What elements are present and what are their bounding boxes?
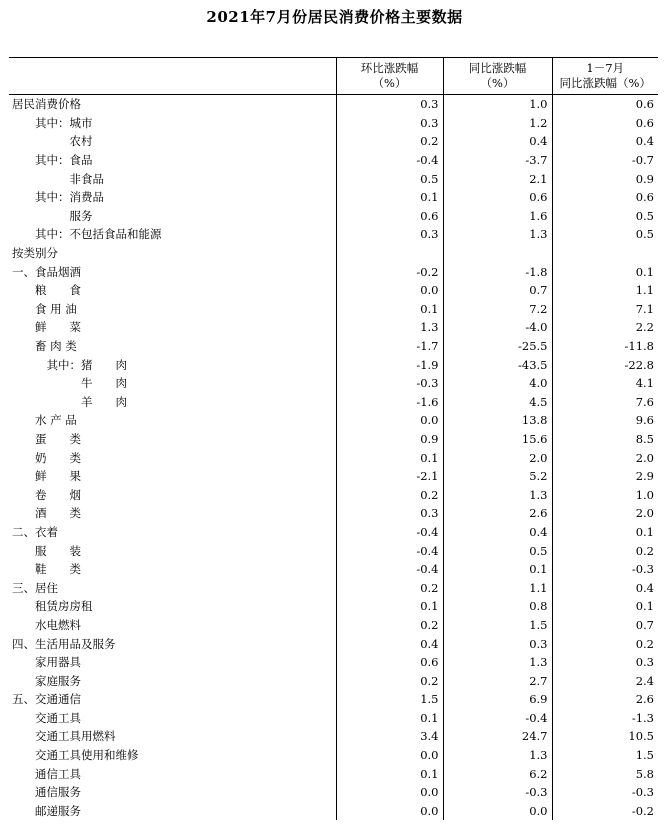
yoy-value: 1.0 (443, 95, 552, 114)
table-row (9, 281, 658, 300)
yoy-value: 4.5 (443, 393, 552, 412)
mom-value: 0.1 (336, 764, 443, 783)
row-label: 鲜 菜 (12, 320, 81, 335)
table-row (9, 485, 658, 504)
row-label: 服 装 (12, 543, 81, 558)
mom-value: 0.0 (336, 746, 443, 765)
table-row (9, 597, 658, 616)
table-row (9, 523, 658, 542)
ytd-value (552, 244, 658, 263)
mom-value: -1.6 (336, 393, 443, 412)
yoy-value: 6.9 (443, 690, 552, 709)
ytd-value: 1.5 (552, 746, 658, 765)
ytd-value: 0.5 (552, 207, 658, 226)
row-label: 粮 食 (12, 283, 81, 298)
yoy-value: 5.2 (443, 467, 552, 486)
mom-value: -0.4 (336, 523, 443, 542)
table-row (9, 225, 658, 244)
ytd-value: -22.8 (552, 355, 658, 374)
yoy-value: 0.5 (443, 541, 552, 560)
header-ytd-line2: 同比涨跌幅（%） (559, 76, 651, 90)
table-row (9, 504, 658, 523)
row-label: 其中：猪 肉 (12, 357, 127, 372)
row-label: 蛋 类 (12, 431, 81, 446)
table-body (9, 95, 658, 821)
ytd-value: 0.1 (552, 597, 658, 616)
yoy-value: 24.7 (443, 727, 552, 746)
row-label: 其中：城市 (12, 115, 93, 130)
header-item-column (9, 58, 336, 95)
mom-value: 0.1 (336, 188, 443, 207)
mom-value: 0.6 (336, 207, 443, 226)
mom-value: -2.1 (336, 467, 443, 486)
ytd-value: -0.2 (552, 802, 658, 821)
ytd-value: 2.9 (552, 467, 658, 486)
mom-value: 0.1 (336, 597, 443, 616)
page-title: 2021年7月份居民消费价格主要数据 (206, 8, 463, 26)
table-row (9, 578, 658, 597)
yoy-value: 4.0 (443, 374, 552, 393)
ytd-value: 2.6 (552, 690, 658, 709)
yoy-value: 2.0 (443, 448, 552, 467)
table-row (9, 262, 658, 281)
table-row (9, 541, 658, 560)
table-row (9, 300, 658, 319)
table-row (9, 95, 658, 114)
row-label: 羊 肉 (12, 394, 127, 409)
table-row (9, 671, 658, 690)
row-label: 其中：消费品 (12, 190, 104, 205)
row-label: 四、生活用品及服务 (12, 636, 116, 651)
row-label: 酒 类 (12, 506, 81, 521)
mom-value: 0.0 (336, 802, 443, 821)
yoy-value: 0.4 (443, 523, 552, 542)
row-label: 食 用 油 (12, 301, 77, 316)
yoy-value: 1.3 (443, 653, 552, 672)
ytd-value: 1.0 (552, 485, 658, 504)
ytd-value: -0.7 (552, 151, 658, 170)
header-mom-line2: （%） (372, 76, 407, 90)
ytd-value: 0.6 (552, 95, 658, 114)
mom-value: 0.0 (336, 411, 443, 430)
table-row (9, 337, 658, 356)
ytd-value: 0.4 (552, 578, 658, 597)
mom-value: 0.0 (336, 281, 443, 300)
mom-value: 0.2 (336, 485, 443, 504)
table-header (9, 58, 658, 95)
row-label: 鲜 果 (12, 469, 81, 484)
mom-value: 1.5 (336, 690, 443, 709)
ytd-value: 0.4 (552, 132, 658, 151)
ytd-value: 2.2 (552, 318, 658, 337)
mom-value: -1.7 (336, 337, 443, 356)
mom-value: -0.4 (336, 151, 443, 170)
table-row (9, 448, 658, 467)
mom-value: -0.3 (336, 374, 443, 393)
yoy-value: 1.3 (443, 485, 552, 504)
mom-value: -1.9 (336, 355, 443, 374)
yoy-value: -3.7 (443, 151, 552, 170)
ytd-value: 2.0 (552, 504, 658, 523)
ytd-value: 0.1 (552, 262, 658, 281)
table-row (9, 132, 658, 151)
mom-value: 3.4 (336, 727, 443, 746)
mom-value: 0.2 (336, 578, 443, 597)
row-label: 租赁房房租 (12, 599, 93, 614)
table-row (9, 616, 658, 635)
table-row (9, 355, 658, 374)
table-row (9, 393, 658, 412)
mom-value (336, 244, 443, 263)
ytd-value: 9.6 (552, 411, 658, 430)
ytd-value: 0.9 (552, 169, 658, 188)
row-label: 农村 (12, 134, 93, 149)
yoy-value: 1.6 (443, 207, 552, 226)
row-label: 按类别分 (12, 246, 58, 261)
header-yoy (443, 58, 552, 95)
table-row (9, 653, 658, 672)
yoy-value (443, 244, 552, 263)
row-label: 其中：不包括食品和能源 (12, 227, 162, 242)
yoy-value: 6.2 (443, 764, 552, 783)
ytd-value: 0.2 (552, 541, 658, 560)
row-label: 鞋 类 (12, 562, 81, 577)
mom-value: 0.2 (336, 132, 443, 151)
table-row (9, 114, 658, 133)
mom-value: 0.3 (336, 114, 443, 133)
table-row (9, 783, 658, 802)
ytd-value: -0.3 (552, 783, 658, 802)
mom-value: -0.2 (336, 262, 443, 281)
yoy-value: -4.0 (443, 318, 552, 337)
table-row (9, 560, 658, 579)
row-label: 非食品 (12, 171, 104, 186)
row-label: 其中：食品 (12, 153, 93, 168)
mom-value: -0.4 (336, 541, 443, 560)
row-label: 交通工具用燃料 (12, 729, 116, 744)
yoy-value: 0.4 (443, 132, 552, 151)
ytd-value: -1.3 (552, 709, 658, 728)
header-mom-line1: 环比涨跌幅 (360, 61, 419, 75)
row-label: 畜 肉 类 (12, 339, 77, 354)
ytd-value: 0.5 (552, 225, 658, 244)
row-label: 交通工具 (12, 710, 81, 725)
mom-value: 0.2 (336, 616, 443, 635)
table-row (9, 430, 658, 449)
mom-value: 0.2 (336, 671, 443, 690)
table-row (9, 151, 658, 170)
mom-value: 0.3 (336, 504, 443, 523)
table-row (9, 764, 658, 783)
yoy-value: 0.8 (443, 597, 552, 616)
table-row (9, 411, 658, 430)
ytd-value: 8.5 (552, 430, 658, 449)
yoy-value: 2.7 (443, 671, 552, 690)
ytd-value: 7.1 (552, 300, 658, 319)
mom-value: 0.3 (336, 225, 443, 244)
row-label: 五、交通通信 (12, 692, 81, 707)
header-mom (336, 58, 443, 95)
mom-value: 0.1 (336, 448, 443, 467)
table-row (9, 690, 658, 709)
row-label: 邮递服务 (12, 803, 81, 818)
mom-value: 0.3 (336, 95, 443, 114)
row-label: 一、食品烟酒 (12, 264, 81, 279)
row-label: 居民消费价格 (12, 97, 81, 112)
table-row (9, 634, 658, 653)
row-label: 通信工具 (12, 766, 81, 781)
yoy-value: -43.5 (443, 355, 552, 374)
ytd-value: 1.1 (552, 281, 658, 300)
row-label: 交通工具使用和维修 (12, 748, 139, 763)
ytd-value: 0.6 (552, 114, 658, 133)
row-label: 通信服务 (12, 785, 81, 800)
yoy-value: 13.8 (443, 411, 552, 430)
yoy-value: 2.6 (443, 504, 552, 523)
table-row (9, 727, 658, 746)
row-label: 牛 肉 (12, 376, 127, 391)
row-label: 服务 (12, 208, 93, 223)
ytd-value: -11.8 (552, 337, 658, 356)
ytd-value: 0.2 (552, 634, 658, 653)
yoy-value: -0.3 (443, 783, 552, 802)
table-row (9, 207, 658, 226)
row-label: 三、居住 (12, 580, 58, 595)
row-label: 家庭服务 (12, 673, 81, 688)
ytd-value: 7.6 (552, 393, 658, 412)
yoy-value: 1.5 (443, 616, 552, 635)
ytd-value: 0.3 (552, 653, 658, 672)
ytd-value: 10.5 (552, 727, 658, 746)
yoy-value: -1.8 (443, 262, 552, 281)
yoy-value: 0.6 (443, 188, 552, 207)
row-label: 二、衣着 (12, 524, 58, 539)
mom-value: 0.1 (336, 300, 443, 319)
yoy-value: 0.1 (443, 560, 552, 579)
table-row (9, 467, 658, 486)
header-yoy-line1: 同比涨跌幅 (468, 61, 527, 75)
ytd-value: 0.1 (552, 523, 658, 542)
yoy-value: 2.1 (443, 169, 552, 188)
row-label: 水电燃料 (12, 617, 81, 632)
ytd-value: 5.8 (552, 764, 658, 783)
yoy-value: -25.5 (443, 337, 552, 356)
ytd-value: -0.3 (552, 560, 658, 579)
mom-value: 0.6 (336, 653, 443, 672)
ytd-value: 2.0 (552, 448, 658, 467)
table-row (9, 374, 658, 393)
header-yoy-line2: （%） (480, 76, 515, 90)
mom-value: 0.0 (336, 783, 443, 802)
ytd-value: 4.1 (552, 374, 658, 393)
ytd-value: 0.7 (552, 616, 658, 635)
mom-value: 0.4 (336, 634, 443, 653)
table-row (9, 802, 658, 821)
header-ytd-line1: 1－7月 (586, 61, 625, 75)
table-row (9, 169, 658, 188)
ytd-value: 0.6 (552, 188, 658, 207)
yoy-value: 0.7 (443, 281, 552, 300)
yoy-value: 1.1 (443, 578, 552, 597)
table-row (9, 244, 658, 263)
yoy-value: 0.3 (443, 634, 552, 653)
row-label: 水 产 品 (12, 413, 77, 428)
row-label: 奶 类 (12, 450, 81, 465)
yoy-value: 15.6 (443, 430, 552, 449)
mom-value: 0.5 (336, 169, 443, 188)
header-ytd (552, 58, 658, 95)
mom-value: -0.4 (336, 560, 443, 579)
yoy-value: 1.3 (443, 225, 552, 244)
mom-value: 0.1 (336, 709, 443, 728)
yoy-value: 1.2 (443, 114, 552, 133)
yoy-value: 1.3 (443, 746, 552, 765)
yoy-value: -0.4 (443, 709, 552, 728)
mom-value: 1.3 (336, 318, 443, 337)
table-row (9, 188, 658, 207)
ytd-value: 2.4 (552, 671, 658, 690)
yoy-value: 7.2 (443, 300, 552, 319)
cpi-data-table (9, 57, 658, 820)
mom-value: 0.9 (336, 430, 443, 449)
row-label: 家用器具 (12, 655, 81, 670)
table-row (9, 318, 658, 337)
table-row (9, 746, 658, 765)
yoy-value: 0.0 (443, 802, 552, 821)
row-label: 卷 烟 (12, 487, 81, 502)
table-row (9, 709, 658, 728)
